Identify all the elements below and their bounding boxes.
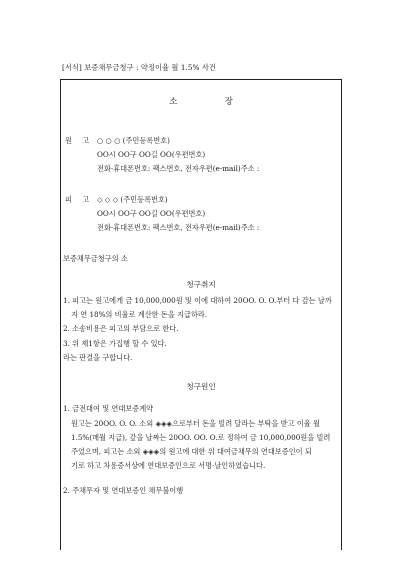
claim-purpose-item3: 3. 위 제1항은 가집행 할 수 있다. [63, 339, 167, 348]
defendant-contact: 전화·휴대폰번호: 팩스번호, 전자우편(e-mail)주소 : [97, 223, 260, 232]
form-caption: [서식] 보증채무금청구 : 약정이율 월 1.5% 사건 [62, 63, 216, 72]
plaintiff-name: ○ ○ ○ (주민등록번호) [97, 136, 170, 145]
document-title [61, 95, 341, 107]
title-left: 소 [169, 97, 178, 107]
section1-line-3: 주었으며, 피고는 소외 ◈◈◈의 원고에 대한 위 대여금채무의 연대보증인이 되 [71, 447, 312, 456]
section1-line-2: 1.5%(매월 지급), 갚을 날짜는 20OO. OO. O.로 정하여 금 10,000,000원을 빌려 [71, 433, 331, 442]
section1-line-1: 원고는 20OO. O. O. 소외 ◈◈◈으로부터 돈을 빌려 달라는 부탁을 받고 이율 월 [71, 419, 320, 428]
section1-title: 1. 금전대여 및 연대보증계약 [63, 404, 154, 413]
plaintiff-role: 원 고 [65, 136, 94, 145]
case-name: 보증채무금청구의 소 [63, 254, 128, 263]
defendant-role: 피 고 [65, 195, 94, 204]
plaintiff-address: OO시 OO구 OO길 OO(우편번호) [97, 150, 206, 159]
defendant-name: ◇ ◇ ◇ (주민등록번호) [97, 195, 168, 204]
claim-purpose-heading: 청구취지 [186, 280, 216, 289]
claim-purpose-item2: 2. 소송비용은 피고의 부담으로 한다. [63, 324, 179, 333]
claim-purpose-closing: 라는 판결을 구합니다. [63, 353, 133, 362]
claim-purpose-item1-line1: 1. 피고는 원고에게 금 10,000,000원 및 이에 대하여 20OO. O. O.부터 다 갚는 날까 [63, 296, 332, 305]
section1-line-4: 기로 하고 차용증서상에 연대보증인으로 서명·날인하였습니다. [71, 461, 266, 470]
title-right: 장 [224, 97, 233, 107]
defendant-address: OO시 OO구 OO길 OO(우편번호) [97, 209, 206, 218]
claim-cause-heading: 청구원인 [186, 382, 216, 391]
claim-purpose-item1-line2: 지 연 18%의 비율로 계산한 돈을 지급하라. [71, 310, 208, 319]
section2-title: 2. 주채무자 및 연대보증인 채무불이행 [63, 486, 184, 495]
document-box [60, 80, 342, 550]
plaintiff-contact: 전화·휴대폰번호: 팩스번호, 전자우편(e-mail)주소 : [97, 164, 260, 173]
